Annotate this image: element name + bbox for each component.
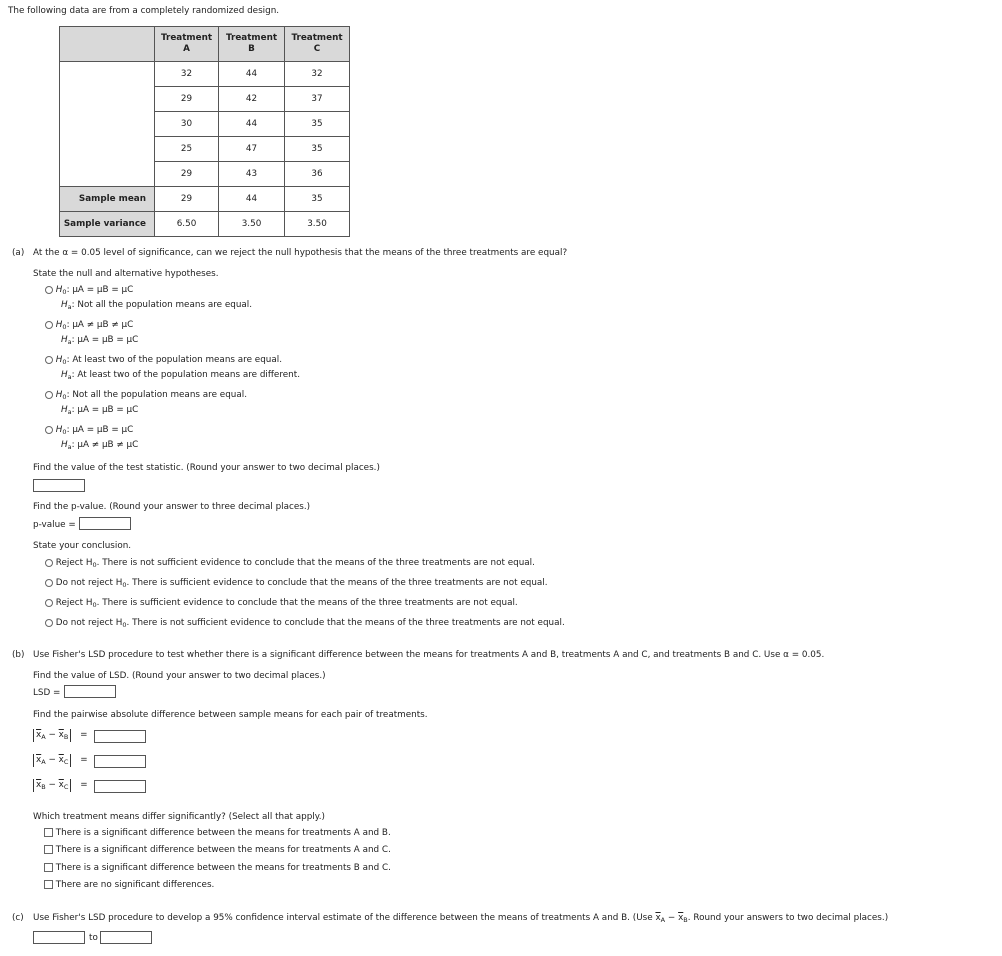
checkbox[interactable]	[44, 828, 53, 837]
table-cell: 44	[219, 62, 285, 87]
table-cell: 44	[219, 187, 285, 212]
radio-button[interactable]	[45, 426, 53, 434]
table-cell: 36	[285, 162, 350, 187]
header-treatment-c: Treatment C	[285, 27, 350, 62]
lsd-prompt: Find the value of LSD. (Round your answer to two decimal places.)	[33, 671, 326, 681]
which-prompt: Which treatment means differ significantly? (Select all that apply.)	[33, 812, 325, 822]
choice-ab[interactable]: There is a significant difference between the means for treatments A and B.	[44, 828, 391, 838]
hypothesis-option-1-ha: $H_a$: Not all the population means are equal.	[61, 300, 253, 311]
table-cell: 29	[155, 87, 219, 112]
to-label: to	[89, 933, 98, 943]
radio-button[interactable]	[45, 321, 53, 329]
radio-button[interactable]	[45, 579, 53, 587]
choice-bc[interactable]: There is a significant difference between the means for treatments B and C.	[44, 863, 391, 873]
lsd-input[interactable]	[64, 685, 116, 698]
pair-ac-label: $\overline{x}_A - \overline{x}_C$ =	[33, 754, 88, 767]
pvalue-label: p-value =	[33, 520, 76, 530]
header-treatment-b: Treatment B	[219, 27, 285, 62]
lsd-label: LSD =	[33, 688, 61, 698]
part-c-tag: (c)	[12, 913, 24, 923]
radio-button[interactable]	[45, 599, 53, 607]
part-b-question: Use Fisher's LSD procedure to test whether there is a significant difference between the means for treatments A and B, treatments A and C, and treatments B and C. Use α = 0.05.	[33, 650, 825, 660]
pair-ab-label: $\overline{x}_A - \overline{x}_B$ =	[33, 729, 88, 742]
radio-button[interactable]	[45, 559, 53, 567]
conclusion-option-2[interactable]: Do not reject $H_0$. There is sufficient evidence to conclude that the means of the three treatments are not equal.	[45, 578, 548, 588]
table-cell: 25	[155, 137, 219, 162]
table-cell: 35	[285, 187, 350, 212]
table-cell: 37	[285, 87, 350, 112]
pair-bc-label: $\overline{x}_B - \overline{x}_C$ =	[33, 779, 88, 792]
part-a-question: At the α = 0.05 level of significance, can we reject the null hypothesis that the means of the three treatments are equal?	[33, 248, 568, 258]
conclusion-option-3[interactable]: Reject $H_0$. There is sufficient evidence to conclude that the means of the three treatments are not equal.	[45, 598, 518, 608]
header-treatment-a: Treatment A	[155, 27, 219, 62]
table-cell: 29	[155, 187, 219, 212]
checkbox[interactable]	[44, 863, 53, 872]
conclusion-prompt: State your conclusion.	[33, 541, 132, 551]
part-a-tag: (a)	[12, 248, 25, 258]
ci-lower-input[interactable]	[33, 931, 85, 944]
conclusion-option-4[interactable]: Do not reject $H_0$. There is not sufficient evidence to conclude that the means of the three treatments are not equal.	[45, 618, 565, 628]
table-cell: 35	[285, 137, 350, 162]
pair-bc-input[interactable]	[94, 780, 146, 793]
hypothesis-option-5-ha: $H_a$: μA ≠ μB ≠ μC	[61, 440, 139, 451]
hypothesis-option-4[interactable]: $H_0$: Not all the population means are equal.	[45, 390, 247, 400]
ci-upper-input[interactable]	[100, 931, 152, 944]
part-c-question: Use Fisher's LSD procedure to develop a 95% confidence interval estimate of the difference between the means of treatments A and B. (Use $\overline{x}_A - \overline{x}_B$. Round your answers to two decimal places.)	[33, 913, 889, 924]
table-cell: 3.50	[285, 212, 350, 237]
pair-ac-input[interactable]	[94, 755, 146, 768]
intro-text: The following data are from a completely randomized design.	[8, 6, 280, 16]
pvalue-prompt: Find the p-value. (Round your answer to three decimal places.)	[33, 502, 311, 512]
hypothesis-option-3[interactable]: $H_0$: At least two of the population means are equal.	[45, 355, 282, 365]
hypothesis-option-2[interactable]: $H_0$: μA ≠ μB ≠ μC	[45, 320, 133, 330]
hypothesis-option-5[interactable]: $H_0$: μA = μB = μC	[45, 425, 133, 435]
conclusion-option-1[interactable]: Reject $H_0$. There is not sufficient evidence to conclude that the means of the three treatments are not equal.	[45, 558, 535, 568]
hypothesis-option-1[interactable]: $H_0$: μA = μB = μC	[45, 285, 133, 295]
sample-mean-label: Sample mean	[60, 187, 155, 212]
hypothesis-option-2-ha: $H_a$: μA = μB = μC	[61, 335, 139, 346]
radio-button[interactable]	[45, 619, 53, 627]
table-cell: 32	[155, 62, 219, 87]
checkbox[interactable]	[44, 880, 53, 889]
data-table	[59, 26, 350, 237]
test-statistic-prompt: Find the value of the test statistic. (Round your answer to two decimal places.)	[33, 463, 380, 473]
radio-button[interactable]	[45, 286, 53, 294]
table-cell: 47	[219, 137, 285, 162]
table-cell: 30	[155, 112, 219, 137]
checkbox[interactable]	[44, 845, 53, 854]
hypothesis-option-4-ha: $H_a$: μA = μB = μC	[61, 405, 139, 416]
table-blank-column	[60, 62, 155, 187]
radio-button[interactable]	[45, 391, 53, 399]
table-corner	[60, 27, 155, 62]
pair-ab-input[interactable]	[94, 730, 146, 743]
table-cell: 6.50	[155, 212, 219, 237]
pvalue-input[interactable]	[79, 517, 131, 530]
hypothesis-option-3-ha: $H_a$: At least two of the population means are different.	[61, 370, 300, 381]
table-cell: 44	[219, 112, 285, 137]
table-cell: 42	[219, 87, 285, 112]
radio-button[interactable]	[45, 356, 53, 364]
state-hypotheses-prompt: State the null and alternative hypotheses.	[33, 269, 219, 279]
table-cell: 35	[285, 112, 350, 137]
table-cell: 3.50	[219, 212, 285, 237]
choice-none[interactable]: There are no significant differences.	[44, 880, 214, 890]
choice-ac[interactable]: There is a significant difference between the means for treatments A and C.	[44, 845, 391, 855]
part-b-tag: (b)	[12, 650, 25, 660]
table-cell: 32	[285, 62, 350, 87]
pairwise-prompt: Find the pairwise absolute difference between sample means for each pair of treatments.	[33, 710, 428, 720]
table-cell: 43	[219, 162, 285, 187]
test-statistic-input[interactable]	[33, 479, 85, 492]
sample-variance-label: Sample variance	[60, 212, 155, 237]
table-cell: 29	[155, 162, 219, 187]
